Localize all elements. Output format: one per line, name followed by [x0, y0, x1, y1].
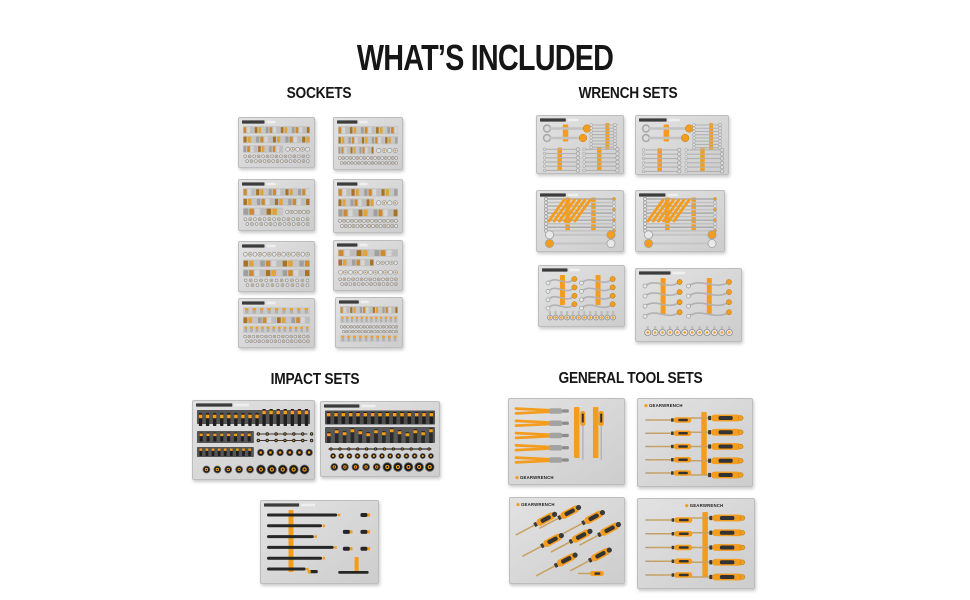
wrench-tray-4 — [635, 190, 725, 252]
impact-socket-tray-2 — [320, 401, 440, 477]
socket-tray-2 — [333, 117, 403, 170]
wrench-tray-6 — [635, 268, 742, 342]
screwdriver-tray-2-art — [510, 498, 624, 583]
svg-text:GEARWRENCH: GEARWRENCH — [521, 502, 555, 507]
svg-text:GEARWRENCH: GEARWRENCH — [649, 403, 683, 408]
socket-tray-5-art — [239, 242, 314, 291]
screwdriver-tray-3-art — [638, 499, 754, 588]
socket-tray-5 — [238, 241, 315, 292]
wrench-tray-5 — [538, 265, 625, 327]
section-header-wrench-sets: WRENCH SETS — [578, 85, 678, 102]
screwdriver-tray-1-art — [638, 399, 752, 486]
impact-extension-tray — [260, 500, 379, 584]
wrench-tray-5-art — [539, 266, 624, 326]
page-title: WHAT’S INCLUDED — [356, 37, 614, 79]
socket-tray-7-art — [239, 299, 314, 347]
screwdriver-tray-3 — [637, 498, 755, 589]
socket-tray-1 — [238, 117, 315, 168]
socket-tray-8-art — [336, 298, 402, 347]
section-header-general-tool-sets: GENERAL TOOL SETS — [558, 370, 703, 387]
wrench-tray-2-art — [636, 116, 728, 174]
socket-tray-4-art — [334, 180, 402, 232]
impact-socket-tray-2-art — [321, 402, 439, 476]
wrench-tray-1 — [536, 115, 624, 174]
wrench-tray-4-art — [636, 191, 724, 251]
section-header-impact-sets: IMPACT SETS — [270, 371, 360, 388]
wrench-tray-3-art — [537, 191, 623, 251]
svg-text:GEARWRENCH: GEARWRENCH — [520, 475, 554, 480]
screwdriver-tray-2 — [509, 497, 625, 584]
wrench-tray-3 — [536, 190, 624, 252]
screwdriver-tray-1 — [637, 398, 753, 487]
socket-tray-7 — [238, 298, 315, 348]
socket-tray-6 — [333, 240, 403, 291]
section-header-sockets: SOCKETS — [286, 85, 352, 102]
svg-text:GEARWRENCH: GEARWRENCH — [689, 503, 724, 508]
wrench-tray-2 — [635, 115, 729, 175]
socket-tray-6-art — [334, 241, 402, 290]
socket-tray-3-art — [239, 180, 314, 230]
impact-extension-tray-art — [261, 501, 378, 583]
socket-tray-3 — [238, 179, 315, 231]
impact-socket-tray-1 — [192, 400, 315, 480]
socket-tray-2-art — [334, 118, 402, 169]
pliers-tray-art — [509, 399, 624, 484]
socket-tray-4 — [333, 179, 403, 233]
socket-tray-1-art — [239, 118, 314, 167]
socket-tray-8 — [335, 297, 403, 348]
impact-socket-tray-1-art — [193, 401, 314, 479]
wrench-tray-1-art — [537, 116, 623, 173]
wrench-tray-6-art — [636, 269, 741, 341]
pliers-tray — [508, 398, 625, 485]
